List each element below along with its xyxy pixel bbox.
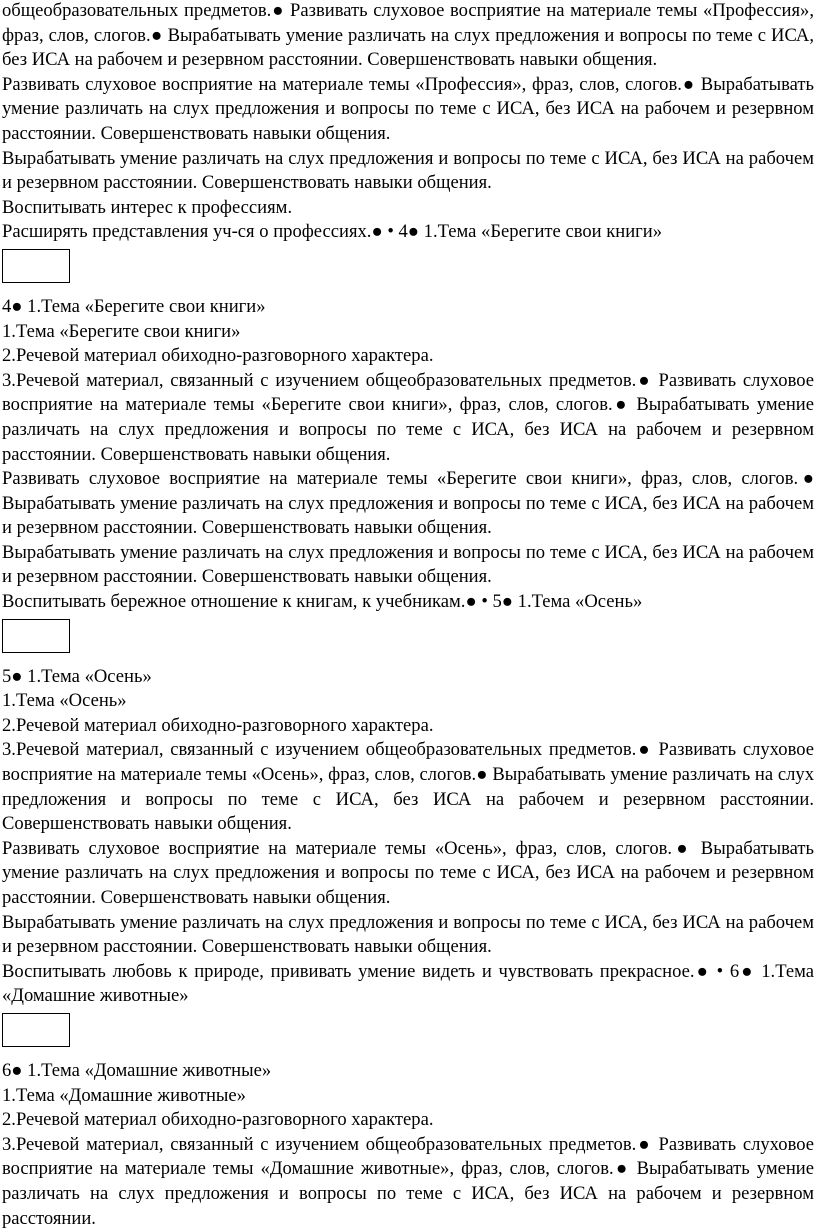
paragraph: 3.Речевой материал, связанный с изучением общеобразовательных предметов.● Развивать слуховое восприятие на материале темы «Домашние животные», фраз, слов, слогов.● Вырабатывать умение различать на слух предложения и вопросы по теме с ИСА, без ИСА на рабочем и резервном расстоянии. <box>2 1133 814 1229</box>
paragraph: Воспитывать интерес к профессиям. <box>2 196 293 218</box>
paragraph: 2.Речевой материал обиходно-разговорного характера. <box>2 345 434 367</box>
paragraph: 3.Речевой материал, связанный с изучением общеобразовательных предметов.● Развивать слуховое восприятие на материале темы «Осень», фраз, слов, слогов.● Вырабатывать умение различать на слух предложения и вопросы по теме с ИСА, без ИСА на рабочем и резервном расстоянии. Совершенствовать навыки общения. <box>2 739 814 835</box>
paragraph: 1.Тема «Домашние животные» <box>2 1084 246 1106</box>
empty-frame-box <box>2 249 70 283</box>
paragraph: Воспитывать бережное отношение к книгам, к учебникам.● • 5● 1.Тема «Осень» <box>2 591 643 613</box>
paragraph: 4● 1.Тема «Берегите свои книги» <box>2 295 266 317</box>
paragraph: Вырабатывать умение различать на слух предложения и вопросы по теме с ИСА, без ИСА на рабочем и резервном расстоянии. Совершенствовать навыки общения. <box>2 147 814 194</box>
paragraph: Вырабатывать умение различать на слух предложения и вопросы по теме с ИСА, без ИСА на рабочем и резервном расстоянии. Совершенствовать навыки общения. <box>2 911 814 958</box>
paragraph: 6● 1.Тема «Домашние животные» <box>2 1059 272 1081</box>
document-body <box>2 0 814 1231</box>
paragraph: 3.Речевой материал, связанный с изучением общеобразовательных предметов.● Развивать слуховое восприятие на материале темы «Берегите свои книги», фраз, слов, слогов.● Вырабатывать умение различать на слух предложения и вопросы по теме с ИСА, без ИСА на рабочем и резервном расстоянии. Совершенствовать навыки общения. <box>2 369 814 465</box>
empty-frame-box <box>2 1013 70 1047</box>
paragraph: Вырабатывать умение различать на слух предложения и вопросы по теме с ИСА, без ИСА на рабочем и резервном расстоянии. Совершенствовать навыки общения. <box>2 541 814 588</box>
paragraph: Расширять представления уч-ся о профессиях.● • 4● 1.Тема «Берегите свои книги» <box>2 221 663 243</box>
paragraph: Развивать слуховое восприятие на материале темы «Профессия», фраз, слов, слогов.● Вырабатывать умение различать на слух предложения и вопросы по теме с ИСА, без ИСА на рабочем и резервном расстоянии. Совершенствовать навыки общения. <box>2 73 814 144</box>
empty-frame-box <box>2 619 70 653</box>
paragraph: 1.Тема «Берегите свои книги» <box>2 320 241 342</box>
paragraph: Развивать слуховое восприятие на материале темы «Берегите свои книги», фраз, слов, слогов.● Вырабатывать умение различать на слух предложения и вопросы по теме с ИСА, без ИСА на рабочем и резервном расстоянии. Совершенствовать навыки общения. <box>2 468 814 539</box>
paragraph: Развивать слуховое восприятие на материале темы «Осень», фраз, слов, слогов.● Вырабатывать умение различать на слух предложения и вопросы по теме с ИСА, без ИСА на рабочем и резервном расстоянии. Совершенствовать навыки общения. <box>2 837 814 908</box>
paragraph: 5● 1.Тема «Осень» <box>2 665 152 687</box>
paragraph: 2.Речевой материал обиходно-разговорного характера. <box>2 714 434 736</box>
paragraph: Воспитывать любовь к природе, прививать умение видеть и чувствовать прекрасное.● • 6● 1.Тема «Домашние животные» <box>2 960 814 1007</box>
paragraph: общеобразовательных предметов.● Развивать слуховое восприятие на материале темы «Профессия», фраз, слов, слогов.● Вырабатывать умение различать на слух предложения и вопросы по теме с ИСА, без ИСА на рабочем и резервном расстоянии. Совершенствовать навыки общения. <box>2 0 814 71</box>
paragraph: 2.Речевой материал обиходно-разговорного характера. <box>2 1109 434 1131</box>
paragraph: 1.Тема «Осень» <box>2 690 127 712</box>
